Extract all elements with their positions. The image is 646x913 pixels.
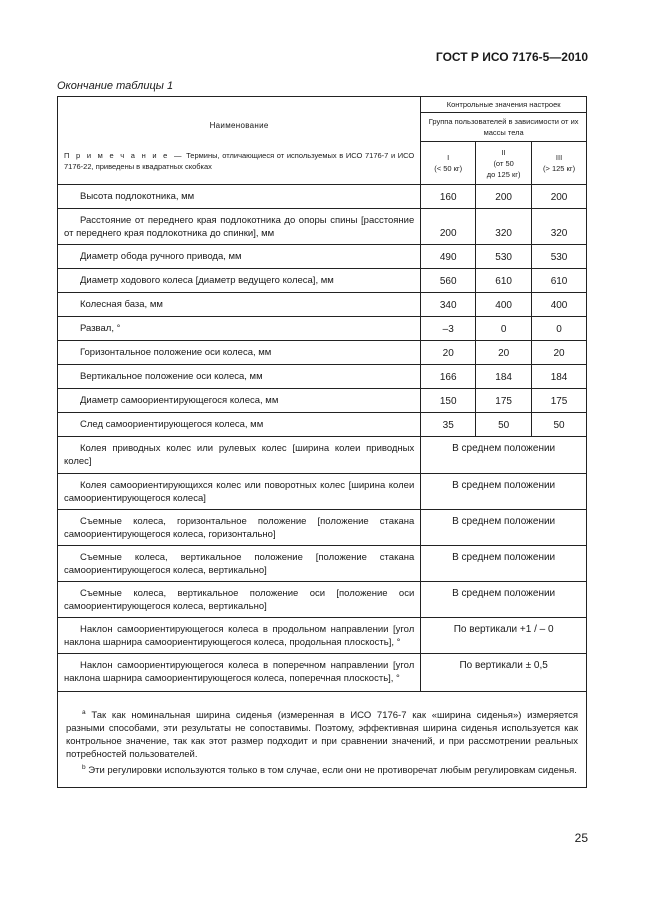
footnote-b: $^b$ Эти регулировки используются только в том случае, если они не противоречат любым регулировкам сиденья. xyxy=(82,764,577,777)
value-group-3: 184 xyxy=(532,365,587,389)
document-id: ГОСТ Р ИСО 7176-5—2010 xyxy=(435,50,588,64)
user-group-header: Группа пользователей в зависимости от их массы тела xyxy=(421,113,587,142)
value-group-2: 530 xyxy=(476,245,532,269)
header-note: П р и м е ч а н и е — Термины, отличающиеся от используемых в ИСО 7176-7 и ИСО 7176-22, приведены в квадратных скобках xyxy=(64,151,415,171)
row-name: След самоориентирующегося колеса, мм xyxy=(58,413,421,437)
table-row xyxy=(58,474,587,510)
footnotes xyxy=(58,692,587,788)
value-group-1: 35 xyxy=(421,413,476,437)
data-table xyxy=(57,96,587,788)
span-value: В среднем положении xyxy=(421,582,587,618)
value-group-2: 610 xyxy=(476,269,532,293)
value-group-1: 490 xyxy=(421,245,476,269)
value-group-3: 20 xyxy=(532,341,587,365)
row-name: Наклон самоориентирующегося колеса в продольном направлении [угол наклона шарнира самоориентирующегося колеса, продольная плоскость], ° xyxy=(58,618,421,654)
table-row xyxy=(58,510,587,546)
row-name: Колея самоориентирующихся колес или поворотных колес [ширина колеи самоориентирующегося колеса] xyxy=(58,474,421,510)
value-group-1: 200 xyxy=(421,209,476,245)
row-name: Колесная база, мм xyxy=(58,293,421,317)
value-group-3: 175 xyxy=(532,389,587,413)
row-name: Диаметр ходового колеса [диаметр ведущего колеса], мм xyxy=(58,269,421,293)
value-group-2: 400 xyxy=(476,293,532,317)
table-row xyxy=(58,341,587,365)
value-group-1: 160 xyxy=(421,185,476,209)
value-group-2: 20 xyxy=(476,341,532,365)
value-group-1: 150 xyxy=(421,389,476,413)
row-name: Съемные колеса, вертикальное положение [положение стакана самоориентирующегося колеса, вертикально] xyxy=(58,546,421,582)
value-group-3: 320 xyxy=(532,209,587,245)
table-caption: Окончание таблицы 1 xyxy=(57,80,174,92)
table-row xyxy=(58,245,587,269)
row-name: Съемные колеса, горизонтальное положение [положение стакана самоориентирующегося колеса, горизонтально] xyxy=(58,510,421,546)
table-row xyxy=(58,582,587,618)
row-name: Диаметр обода ручного привода, мм xyxy=(58,245,421,269)
page-number: 25 xyxy=(574,831,588,845)
row-name: Развал, ° xyxy=(58,317,421,341)
value-group-1: 560 xyxy=(421,269,476,293)
row-name: Колея приводных колес или рулевых колес [ширина колеи приводных колес] xyxy=(58,437,421,474)
row-name: Высота подлокотника, мм xyxy=(58,185,421,209)
span-value: В среднем положении xyxy=(421,546,587,582)
header-name-cell xyxy=(58,97,421,185)
value-group-3: 530 xyxy=(532,245,587,269)
span-value: В среднем положении xyxy=(421,474,587,510)
value-group-2: 175 xyxy=(476,389,532,413)
value-group-3: 0 xyxy=(532,317,587,341)
table-row xyxy=(58,546,587,582)
value-group-2: 200 xyxy=(476,185,532,209)
span-value: По вертикали +1 / – 0 xyxy=(421,618,587,654)
table-row xyxy=(58,618,587,654)
column-group-1: I (< 50 кг) xyxy=(421,142,476,185)
row-name: Диаметр самоориентирующегося колеса, мм xyxy=(58,389,421,413)
table-row xyxy=(58,413,587,437)
span-value: По вертикали ± 0,5 xyxy=(421,654,587,692)
table-row xyxy=(58,365,587,389)
value-group-1: 20 xyxy=(421,341,476,365)
table-row xyxy=(58,185,587,209)
value-group-3: 400 xyxy=(532,293,587,317)
value-group-2: 0 xyxy=(476,317,532,341)
span-value: В среднем положении xyxy=(421,437,587,474)
table-row xyxy=(58,269,587,293)
table-row xyxy=(58,437,587,474)
table-row xyxy=(58,209,587,245)
column-group-2: II (от 50 до 125 кг) xyxy=(476,142,532,185)
row-name: Горизонтальное положение оси колеса, мм xyxy=(58,341,421,365)
table-row xyxy=(58,317,587,341)
footnote-a: $^a$ Так как номинальная ширина сиденья (измеренная в ИСО 7176-7 как «ширина сиденья») измеряется разными способами, эти результаты не сопоставимы. Поэтому, эффективная ширина сиденья используется как контрольное значение, так как этот размер подходит и при сравнении значений, и при рассмотрении реальных потребностей пользователей. xyxy=(66,709,578,761)
value-group-1: 166 xyxy=(421,365,476,389)
row-name: Вертикальное положение оси колеса, мм xyxy=(58,365,421,389)
name-header: Наименование xyxy=(209,121,269,130)
value-group-2: 50 xyxy=(476,413,532,437)
row-name: Расстояние от переднего края подлокотника до опоры спины [расстояние от переднего края подлокотника до спинки], мм xyxy=(58,209,421,245)
row-name: Съемные колеса, вертикальное положение оси [положение оси самоориентирующегося колеса, вертикально] xyxy=(58,582,421,618)
table-row xyxy=(58,293,587,317)
span-value: В среднем положении xyxy=(421,510,587,546)
value-group-3: 200 xyxy=(532,185,587,209)
value-group-1: 340 xyxy=(421,293,476,317)
control-values-header: Контрольные значения настроек xyxy=(421,97,587,113)
value-group-3: 50 xyxy=(532,413,587,437)
table-row xyxy=(58,389,587,413)
column-group-3: III (> 125 кг) xyxy=(532,142,587,185)
value-group-2: 184 xyxy=(476,365,532,389)
row-name: Наклон самоориентирующегося колеса в поперечном направлении [угол наклона шарнира самоориентирующегося колеса, поперечная плоскость], ° xyxy=(58,654,421,692)
value-group-2: 320 xyxy=(476,209,532,245)
value-group-3: 610 xyxy=(532,269,587,293)
value-group-1: –3 xyxy=(421,317,476,341)
table-row xyxy=(58,654,587,692)
